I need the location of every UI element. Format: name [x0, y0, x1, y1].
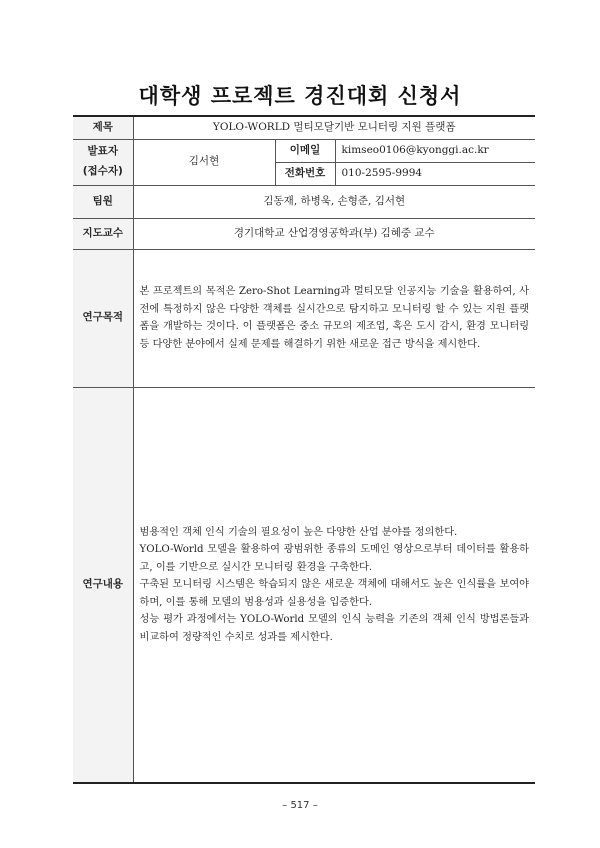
- subject-label: 제목: [73, 116, 133, 139]
- application-form-table: [73, 115, 535, 784]
- content-cell: [133, 387, 535, 783]
- content-label: 연구내용: [73, 387, 133, 783]
- content-paragraph-4: 성능 평가 과정에서는 YOLO-World 모델의 인식 능력을 기존의 객체 인식 방법론들과 비교하여 정량적인 수치로 성과를 제시한다.: [139, 614, 530, 643]
- team-value: 김동재, 하병욱, 손형준, 김서현: [133, 185, 535, 218]
- subject-row: [73, 116, 535, 139]
- advisor-label: 지도교수: [73, 218, 133, 249]
- presenter-label-line2: (접수자): [82, 165, 123, 177]
- presenter-label-line1: 발표자: [87, 145, 118, 158]
- content-paragraph-2: YOLO-World 모델을 활용하여 광범위한 종류의 도메인 영상으로부터 데이터를 활용하고, 이를 기반으로 실시간 모니터링 환경을 구축한다.: [139, 544, 530, 573]
- subject-value: YOLO-WORLD 멀티모달기반 모니터링 지원 플랫폼: [133, 116, 535, 139]
- presenter-email-row: [73, 139, 535, 162]
- phone-value: 010-2595-9994: [335, 162, 535, 185]
- purpose-text: 본 프로젝트의 목적은 Zero-Shot Learning과 멀티모달 인공지능 기술을 활용하여, 사전에 특정하지 않은 다양한 객체를 실시간으로 탐지하고 모니터링 할 수 있는 지원 플랫폼을 개발하는 것이다. 이 플랫폼은 중소 규모의 제조업, 혹은 도시 감시, 환경 모니터링 등 다양한 분야에서 실제 문제를 해결하기 위한 새로운 접근 방식을 제시한다.: [139, 286, 530, 350]
- advisor-row: [73, 218, 535, 249]
- page-number: – 517 –: [282, 800, 318, 811]
- team-label: 팀원: [73, 185, 133, 218]
- content-row: [73, 387, 535, 783]
- presenter-value: 김서현: [133, 139, 275, 185]
- advisor-value: 경기대학교 산업경영공학과(부) 김혜중 교수: [133, 218, 535, 249]
- phone-label: 전화번호: [275, 162, 335, 185]
- content-paragraph-1: 범용적인 객체 인식 기술의 필요성이 높은 다양한 산업 분야를 정의한다.: [139, 526, 458, 538]
- content-paragraph-3: 구축된 모니터링 시스템은 학습되지 않은 새로운 객체에 대해서도 높은 인식률을 보여야 하며, 이를 통해 모델의 범용성과 실용성을 입증한다.: [139, 579, 530, 608]
- purpose-label: 연구목적: [73, 249, 133, 387]
- email-value: kimseo0106@kyonggi.ac.kr: [335, 139, 535, 162]
- presenter-label: [73, 139, 133, 185]
- email-label: 이메일: [275, 139, 335, 162]
- document-title: 대학생 프로젝트 경진대회 신청서: [138, 84, 462, 108]
- purpose-cell: [133, 249, 535, 387]
- purpose-row: [73, 249, 535, 387]
- team-row: [73, 185, 535, 218]
